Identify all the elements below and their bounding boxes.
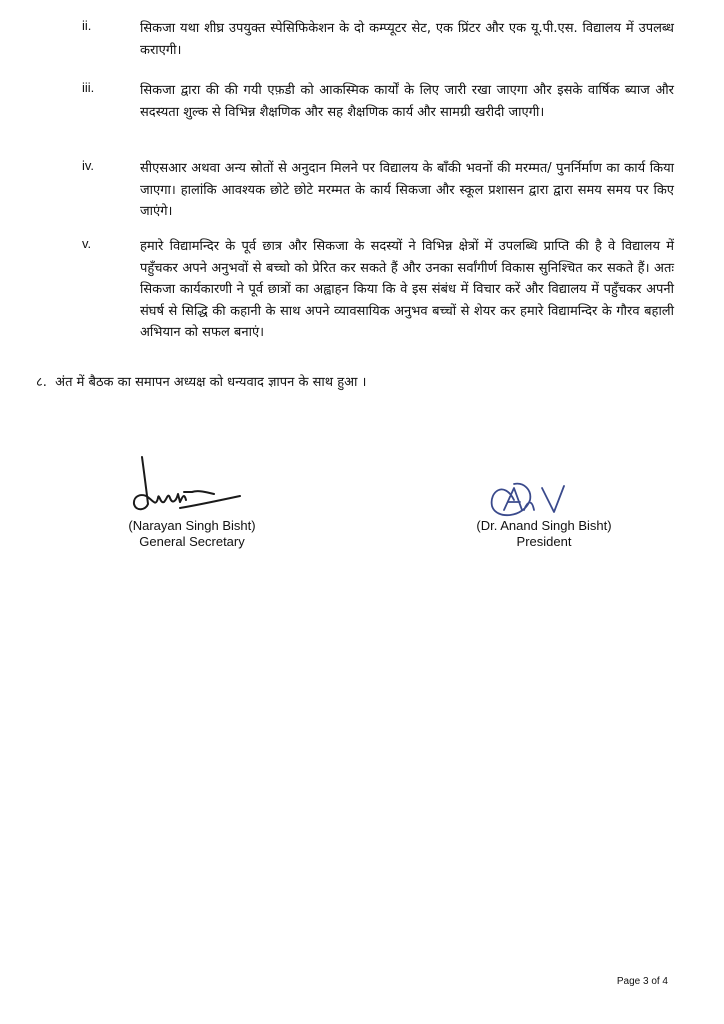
list-item-iv bbox=[82, 158, 674, 223]
page-number: Page 3 of 4 bbox=[616, 976, 668, 987]
closing-statement bbox=[36, 372, 366, 393]
list-item-v bbox=[82, 236, 674, 344]
signatory-name: (Dr. Anand Singh Bisht) bbox=[476, 518, 612, 533]
item-text: सिकजा द्वारा की की गयी एफ़डी को आकस्मिक कार्यों के लिए जारी रखा जाएगा और इसके वार्षिक ब्याज और सदस्यता शुल्क से विभिन्न शैक्षणिक और सह शैक्षणिक कार्य और सामग्री खरीदी जाएगी। bbox=[140, 83, 674, 120]
list-item-ii bbox=[82, 18, 674, 61]
signature-general-secretary bbox=[122, 452, 252, 522]
item-text: सिकजा यथा शीघ्र उपयुक्त स्पेसिफिकेशन के दो कम्प्यूटर सेट, एक प्रिंटर और एक यू.पी.एस. विद्यालय में उपलब्ध कराएगी। bbox=[140, 21, 674, 58]
signatory-left bbox=[104, 518, 280, 550]
item-number: iv. bbox=[82, 158, 95, 173]
signatory-title: President bbox=[516, 534, 572, 549]
signatory-name: (Narayan Singh Bisht) bbox=[128, 518, 256, 533]
signatory-title: General Secretary bbox=[139, 534, 245, 549]
item-text: हमारे विद्यामन्दिर के पूर्व छात्र और सिकजा के सदस्यों ने विभिन्न क्षेत्रों में उपलब्धि प्राप्ति की है वे विद्यालय में पहुँचकर अपने अनुभवों से बच्चो को प्रेरित कर सकते हैं और उनका सर्वांगीर्ण विकास सुनिश्चित कर सकते हैं। अतः सिकजा कार्यकारणी ने पूर्व छात्रों का अह्वाहन किया कि वे इस संबंध में विचार करें और विद्यालय में पहुँचकर अपनी संघर्ष से सिद्धि की कहानी के साथ अपने व्यावसायिक अनुभव बच्चों से शेयर कर हमारे विद्यामन्दिर के गौरव बहाली अभियान को सफल बनाएं। bbox=[140, 239, 674, 340]
item-text: सीएसआर अथवा अन्य स्रोतों से अनुदान मिलने पर विद्यालय के बाँकी भवनों की मरम्मत/ पुनर्निर्माण का कार्य किया जाएगा। हालांकि आवश्यक छोटे छोटे मरम्मत के कार्य सिकजा और स्कूल प्रशासन द्वारा द्वारा समय समय पर किए जाएंगे। bbox=[140, 161, 674, 219]
signatory-right bbox=[456, 518, 632, 550]
closing-number: ८. bbox=[36, 375, 47, 390]
item-number: ii. bbox=[82, 18, 92, 33]
item-number: v. bbox=[82, 236, 92, 251]
item-number: iii. bbox=[82, 80, 95, 95]
closing-text: अंत में बैठक का समापन अध्यक्ष को धन्यवाद ज्ञापन के साथ हुआ । bbox=[55, 375, 367, 390]
list-item-iii bbox=[82, 80, 674, 123]
